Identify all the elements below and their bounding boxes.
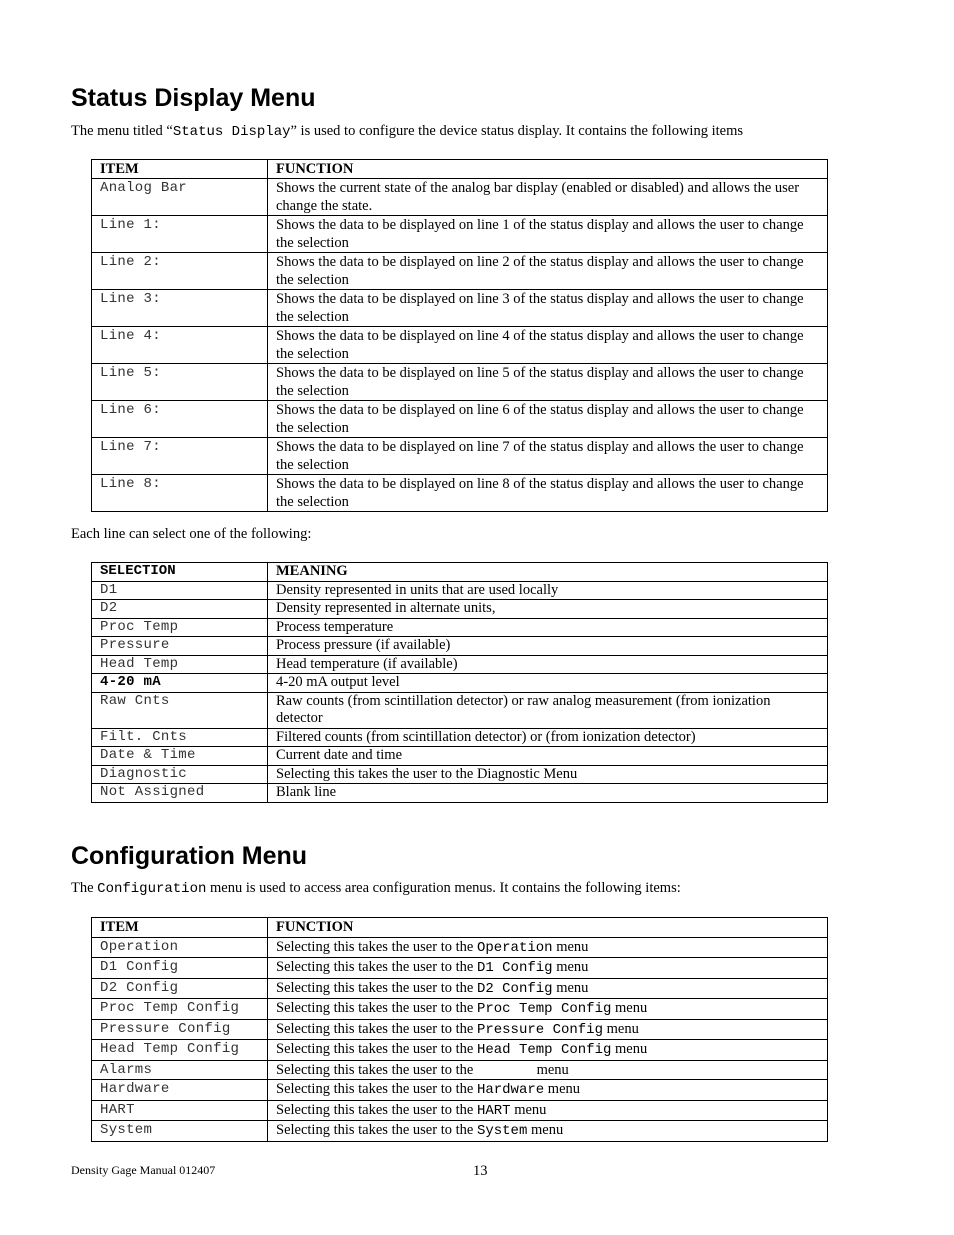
item-cell: Analog Bar [92,179,268,216]
function-code: Operation [476,939,553,956]
item-cell: Line 3: [92,290,268,327]
function-cell [268,937,828,958]
function-cell [268,1080,828,1101]
function-cell [268,1100,828,1121]
table-row [92,290,828,327]
intro-code: Configuration [97,881,207,897]
header-meaning: MEANING [268,563,828,582]
intro-prefix: The menu titled “ [71,123,173,139]
table-row [92,958,828,979]
footer-document-name: Density Gage Manual 012407 [71,1163,216,1177]
function-suffix: menu [510,1101,547,1118]
function-prefix: Selecting this takes the user to the [276,1041,477,1057]
item-cell: Hardware [92,1080,268,1101]
table-row [92,765,828,784]
selection-cell: Filt. Cnts [92,728,268,747]
function-prefix: Selecting this takes the user to the [276,1061,477,1078]
table-row [92,637,828,656]
table-row [92,581,828,600]
function-cell [268,978,828,999]
selection-cell: D2 [92,600,268,619]
table-row [92,1019,828,1040]
selection-cell: D1 [92,581,268,600]
table-row [92,327,828,364]
function-suffix: menu [532,1061,569,1078]
item-cell: Head Temp Config [92,1040,268,1061]
selection-cell: Pressure [92,637,268,656]
intro-suffix: menu is used to access area configuration menus. It contains the following items: [206,880,681,896]
item-cell: HART [92,1100,268,1121]
meaning-cell: Density represented in alternate units, [268,600,828,619]
function-prefix: Selecting this takes the user to the [276,938,477,955]
item-cell: System [92,1121,268,1142]
item-cell: Line 6: [92,401,268,438]
table-row [92,692,828,728]
item-cell: Line 2: [92,253,268,290]
item-cell: Alarms [92,1060,268,1080]
table-row [92,1080,828,1101]
meaning-cell: Selecting this takes the user to the Diagnostic Menu [268,765,828,784]
function-suffix: menu [611,1000,648,1016]
table-row [92,1100,828,1121]
function-cell: Shows the data to be displayed on line 8 of the status display and allows the user to change the selection [268,475,828,512]
meaning-cell: Current date and time [268,747,828,766]
function-code: D2 Config [476,980,553,997]
function-cell: Shows the data to be displayed on line 4 of the status display and allows the user to change the selection [268,327,828,364]
function-cell: Shows the current state of the analog bar display (enabled or disabled) and allows the user change the state. [268,179,828,216]
item-cell: Operation [92,937,268,958]
selection-cell: Proc Temp [92,618,268,637]
table-row [92,655,828,674]
function-suffix: menu [544,1081,581,1097]
table-row [92,1121,828,1142]
function-cell [268,999,828,1020]
item-cell: Line 7: [92,438,268,475]
selection-cell: Date & Time [92,747,268,766]
item-cell: Line 5: [92,364,268,401]
function-cell [268,958,828,979]
table-row [92,179,828,216]
table-row [92,1060,828,1080]
function-cell: Shows the data to be displayed on line 2 of the status display and allows the user to change the selection [268,253,828,290]
item-cell: D1 Config [92,958,268,979]
selection-table [91,562,828,803]
function-prefix: Selecting this takes the user to the [276,1081,477,1097]
function-cell [268,1121,828,1142]
function-suffix: menu [602,1020,639,1037]
function-cell: Shows the data to be displayed on line 3 of the status display and allows the user to change the selection [268,290,828,327]
function-suffix: menu [527,1122,564,1138]
function-cell: Shows the data to be displayed on line 7 of the status display and allows the user to change the selection [268,438,828,475]
table-row [92,674,828,693]
table-row [92,475,828,512]
function-prefix: Selecting this takes the user to the [276,1020,477,1037]
function-code: System [476,1123,528,1139]
meaning-cell: Density represented in units that are used locally [268,581,828,600]
function-suffix: menu [552,979,589,996]
function-code: Pressure Config [476,1021,603,1038]
footer-page-number: 13 [473,1163,488,1179]
meaning-cell: Process temperature [268,618,828,637]
table-row [92,999,828,1020]
function-cell [268,1060,828,1080]
table-header-row [92,918,828,938]
header-function: FUNCTION [268,918,828,938]
table-row [92,401,828,438]
table-row [92,784,828,803]
table-row [92,216,828,253]
item-cell: Pressure Config [92,1019,268,1040]
configuration-table [91,917,828,1142]
table-row [92,364,828,401]
meaning-cell: Head temperature (if available) [268,655,828,674]
table-row [92,438,828,475]
table-row [92,937,828,958]
function-cell: Shows the data to be displayed on line 1 of the status display and allows the user to change the selection [268,216,828,253]
configuration-intro [71,880,681,897]
each-line-text: Each line can select one of the following: [71,526,312,542]
function-cell [268,1019,828,1040]
item-cell: Proc Temp Config [92,999,268,1020]
meaning-cell: Process pressure (if available) [268,637,828,656]
function-suffix: menu [552,959,589,975]
function-cell [268,1040,828,1061]
intro-prefix: The [71,880,98,896]
function-code: Proc Temp Config [476,1001,612,1017]
meaning-cell: Raw counts (from scintillation detector) or raw analog measurement (from ionization detector [268,692,828,728]
meaning-cell: Filtered counts (from scintillation detector) or (from ionization detector) [268,728,828,747]
item-cell: Line 8: [92,475,268,512]
selection-cell: Diagnostic [92,765,268,784]
function-suffix: menu [552,938,589,955]
function-cell: Shows the data to be displayed on line 6 of the status display and allows the user to change the selection [268,401,828,438]
function-code: Head Temp Config [476,1042,612,1058]
header-selection: SELECTION [92,563,268,582]
function-prefix: Selecting this takes the user to the [276,979,477,996]
function-code: Hardware [476,1082,545,1098]
table-row [92,600,828,619]
table-header-row [92,563,828,582]
header-item: ITEM [92,160,268,179]
table-row [92,618,828,637]
function-code: D1 Config [476,960,553,976]
intro-code: Status Display [172,124,291,140]
function-prefix: Selecting this takes the user to the [276,1101,477,1118]
intro-suffix: ” is used to configure the device status display. It contains the following items [290,123,743,139]
status-display-table [91,159,828,512]
table-row [92,747,828,766]
function-suffix: menu [611,1041,648,1057]
meaning-cell: Blank line [268,784,828,803]
table-row [92,253,828,290]
selection-cell: Raw Cnts [92,692,268,728]
status-display-intro [71,123,743,140]
function-prefix: Selecting this takes the user to the [276,1122,477,1138]
meaning-cell: 4-20 mA output level [268,674,828,693]
table-row [92,1040,828,1061]
selection-cell: Head Temp [92,655,268,674]
function-cell: Shows the data to be displayed on line 5 of the status display and allows the user to change the selection [268,364,828,401]
function-prefix: Selecting this takes the user to the [276,959,477,975]
header-function: FUNCTION [268,160,828,179]
section-title-status-display: Status Display Menu [71,84,316,112]
item-cell: Line 1: [92,216,268,253]
selection-cell: 4-20 mA [92,674,268,693]
table-row [92,978,828,999]
table-header-row [92,160,828,179]
item-cell: Line 4: [92,327,268,364]
header-item: ITEM [92,918,268,938]
function-code: HART [476,1102,511,1119]
item-cell: D2 Config [92,978,268,999]
table-row [92,728,828,747]
function-prefix: Selecting this takes the user to the [276,1000,477,1016]
selection-cell: Not Assigned [92,784,268,803]
section-title-configuration: Configuration Menu [71,842,308,870]
